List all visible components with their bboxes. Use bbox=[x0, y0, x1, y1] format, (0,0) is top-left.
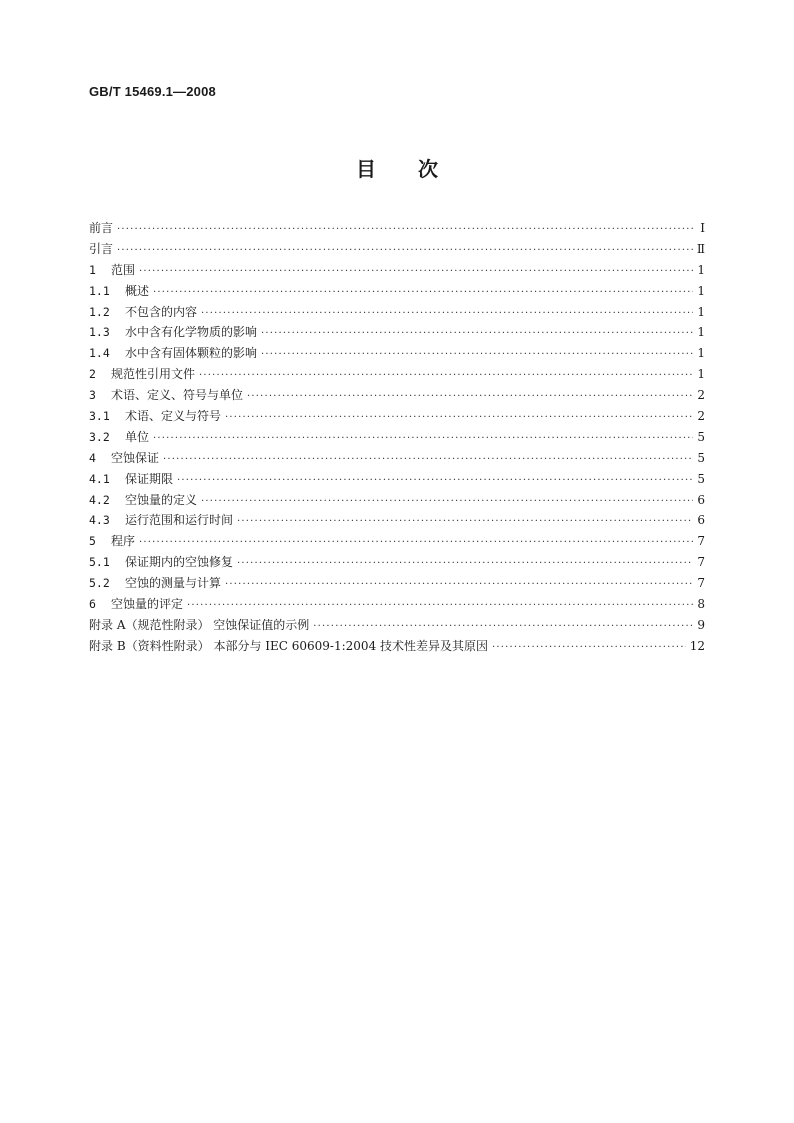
toc-entry-page: 6 bbox=[697, 513, 705, 528]
toc-dot-leader bbox=[261, 345, 693, 366]
toc-entry-label bbox=[89, 531, 139, 552]
table-of-contents bbox=[89, 218, 705, 657]
toc-dot-leader bbox=[237, 512, 693, 533]
toc-entry-number: 2 bbox=[89, 367, 96, 382]
page-title-left: 目 bbox=[356, 157, 376, 181]
toc-entry-title: 运行范围和运行时间 bbox=[125, 513, 234, 528]
toc-entry-number: 4 bbox=[89, 450, 96, 465]
toc-entry-title: 术语、定义与符号 bbox=[125, 409, 222, 424]
toc-dot-leader bbox=[139, 262, 693, 283]
toc-entry[interactable] bbox=[89, 448, 705, 469]
toc-entry[interactable] bbox=[89, 573, 705, 594]
toc-entry-title: 空蚀量的定义 bbox=[125, 492, 198, 507]
toc-entry-page: Ⅱ bbox=[696, 241, 705, 256]
toc-entry[interactable] bbox=[89, 322, 705, 343]
toc-entry-number: 6 bbox=[89, 597, 96, 612]
toc-entry-page: 7 bbox=[697, 555, 705, 570]
toc-dot-leader bbox=[177, 471, 693, 492]
toc-dot-leader bbox=[225, 408, 693, 429]
toc-entry-page: 1 bbox=[697, 304, 705, 319]
toc-dot-leader bbox=[313, 617, 693, 638]
toc-entry-title: 水中含有化学物质的影响 bbox=[125, 325, 258, 340]
toc-entry-label bbox=[89, 406, 225, 427]
page-title bbox=[0, 153, 794, 182]
toc-entry[interactable] bbox=[89, 615, 705, 636]
document-code: GB/T 15469.1—2008 bbox=[89, 84, 216, 99]
toc-dot-leader bbox=[153, 429, 693, 450]
toc-entry-title: 保证期内的空蚀修复 bbox=[125, 555, 234, 570]
toc-entry-number: 1.4 bbox=[89, 346, 110, 361]
toc-entry-page: 1 bbox=[697, 262, 705, 277]
toc-entry-label bbox=[89, 573, 225, 594]
toc-entry[interactable] bbox=[89, 406, 705, 427]
toc-entry-title: 水中含有固体颗粒的影响 bbox=[125, 346, 258, 361]
toc-entry-label bbox=[89, 364, 199, 385]
toc-dot-leader bbox=[261, 324, 693, 345]
toc-entry-title: 规范性引用文件 bbox=[111, 367, 196, 382]
toc-entry-label bbox=[89, 615, 313, 636]
toc-entry-page: 1 bbox=[697, 283, 705, 298]
toc-entry-label bbox=[89, 636, 492, 657]
toc-dot-leader bbox=[225, 575, 693, 596]
toc-entry-number: 1.3 bbox=[89, 325, 110, 340]
toc-entry[interactable] bbox=[89, 636, 705, 657]
toc-entry-number: 4.2 bbox=[89, 492, 110, 507]
toc-entry-number: 1.2 bbox=[89, 304, 110, 319]
toc-entry[interactable] bbox=[89, 552, 705, 573]
toc-entry-page: 2 bbox=[697, 388, 705, 403]
toc-entry-title: 程序 bbox=[111, 534, 136, 549]
toc-entry-number: 3.2 bbox=[89, 429, 110, 444]
toc-entry-label bbox=[89, 594, 187, 615]
toc-entry-number: 1 bbox=[89, 262, 96, 277]
toc-entry-label bbox=[89, 448, 163, 469]
toc-entry-label bbox=[89, 510, 237, 531]
toc-entry-page: 12 bbox=[689, 638, 705, 653]
toc-entry[interactable] bbox=[89, 531, 705, 552]
toc-entry-page: 5 bbox=[697, 429, 705, 444]
toc-entry-label bbox=[89, 343, 261, 364]
toc-entry-label bbox=[89, 260, 139, 281]
toc-entry[interactable] bbox=[89, 218, 705, 239]
toc-dot-leader bbox=[163, 450, 693, 471]
toc-entry-title: 空蚀的测量与计算 bbox=[125, 576, 222, 591]
toc-entry-label bbox=[89, 469, 177, 490]
toc-entry-title: 前言 bbox=[89, 221, 114, 235]
toc-entry-label bbox=[89, 385, 247, 406]
page-title-right: 次 bbox=[418, 157, 438, 181]
toc-entry-title: 空蚀量的评定 bbox=[111, 597, 184, 612]
toc-entry-number: 4.1 bbox=[89, 471, 110, 486]
toc-entry-title: 引言 bbox=[89, 241, 114, 256]
toc-entry-title: 单位 bbox=[125, 429, 150, 444]
toc-dot-leader bbox=[237, 554, 693, 575]
toc-entry-page: 9 bbox=[697, 617, 705, 632]
toc-entry[interactable] bbox=[89, 385, 705, 406]
toc-dot-leader bbox=[117, 220, 693, 241]
toc-dot-leader bbox=[201, 492, 693, 513]
toc-dot-leader bbox=[153, 283, 693, 304]
toc-entry-title: 概述 bbox=[125, 283, 150, 298]
toc-entry[interactable] bbox=[89, 364, 705, 385]
toc-entry-label bbox=[89, 552, 237, 573]
toc-entry[interactable] bbox=[89, 510, 705, 531]
toc-entry-label bbox=[89, 302, 201, 323]
toc-dot-leader bbox=[117, 241, 693, 262]
toc-dot-leader bbox=[247, 387, 693, 408]
toc-entry-title: 术语、定义、符号与单位 bbox=[111, 388, 244, 403]
toc-entry-label bbox=[89, 218, 117, 239]
toc-entry[interactable] bbox=[89, 594, 705, 615]
toc-entry-number: 4.3 bbox=[89, 513, 110, 528]
toc-entry-page: 7 bbox=[697, 534, 705, 549]
toc-entry-label bbox=[89, 427, 153, 448]
toc-entry-page: Ⅰ bbox=[700, 221, 705, 235]
toc-entry-title: 附录 B（资料性附录） 本部分与 IEC 60609-1:2004 技术性差异及其原因 bbox=[89, 638, 489, 653]
toc-entry-title: 不包含的内容 bbox=[125, 304, 198, 319]
toc-dot-leader bbox=[187, 596, 693, 617]
toc-entry-page: 5 bbox=[697, 471, 705, 486]
toc-dot-leader bbox=[199, 366, 693, 387]
toc-entry-title: 保证期限 bbox=[125, 471, 174, 486]
toc-entry[interactable] bbox=[89, 427, 705, 448]
toc-entry-number: 5.1 bbox=[89, 555, 110, 570]
toc-entry-page: 6 bbox=[697, 492, 705, 507]
toc-entry-page: 2 bbox=[697, 409, 705, 424]
toc-entry-number: 5.2 bbox=[89, 576, 110, 591]
toc-entry-label bbox=[89, 239, 117, 260]
toc-entry[interactable] bbox=[89, 490, 705, 511]
toc-entry-page: 1 bbox=[697, 325, 705, 340]
toc-entry-number: 1.1 bbox=[89, 283, 110, 298]
toc-dot-leader bbox=[492, 638, 686, 659]
toc-entry-number: 3.1 bbox=[89, 409, 110, 424]
toc-entry[interactable] bbox=[89, 281, 705, 302]
toc-entry-label bbox=[89, 322, 261, 343]
toc-entry-title: 空蚀保证 bbox=[111, 450, 160, 465]
toc-entry-label bbox=[89, 281, 153, 302]
toc-entry[interactable] bbox=[89, 239, 705, 260]
toc-entry[interactable] bbox=[89, 302, 705, 323]
toc-entry-page: 1 bbox=[697, 367, 705, 382]
toc-entry[interactable] bbox=[89, 260, 705, 281]
toc-entry-page: 8 bbox=[697, 597, 705, 612]
toc-entry-title: 附录 A（规范性附录） 空蚀保证值的示例 bbox=[89, 617, 310, 632]
toc-entry[interactable] bbox=[89, 343, 705, 364]
toc-entry-title: 范围 bbox=[111, 262, 136, 277]
toc-entry-page: 5 bbox=[697, 450, 705, 465]
toc-entry[interactable] bbox=[89, 469, 705, 490]
toc-entry-number: 3 bbox=[89, 388, 96, 403]
toc-dot-leader bbox=[139, 533, 693, 554]
toc-dot-leader bbox=[201, 304, 693, 325]
toc-entry-number: 5 bbox=[89, 534, 96, 549]
toc-entry-page: 7 bbox=[697, 576, 705, 591]
toc-entry-page: 1 bbox=[697, 346, 705, 361]
toc-entry-label bbox=[89, 490, 201, 511]
